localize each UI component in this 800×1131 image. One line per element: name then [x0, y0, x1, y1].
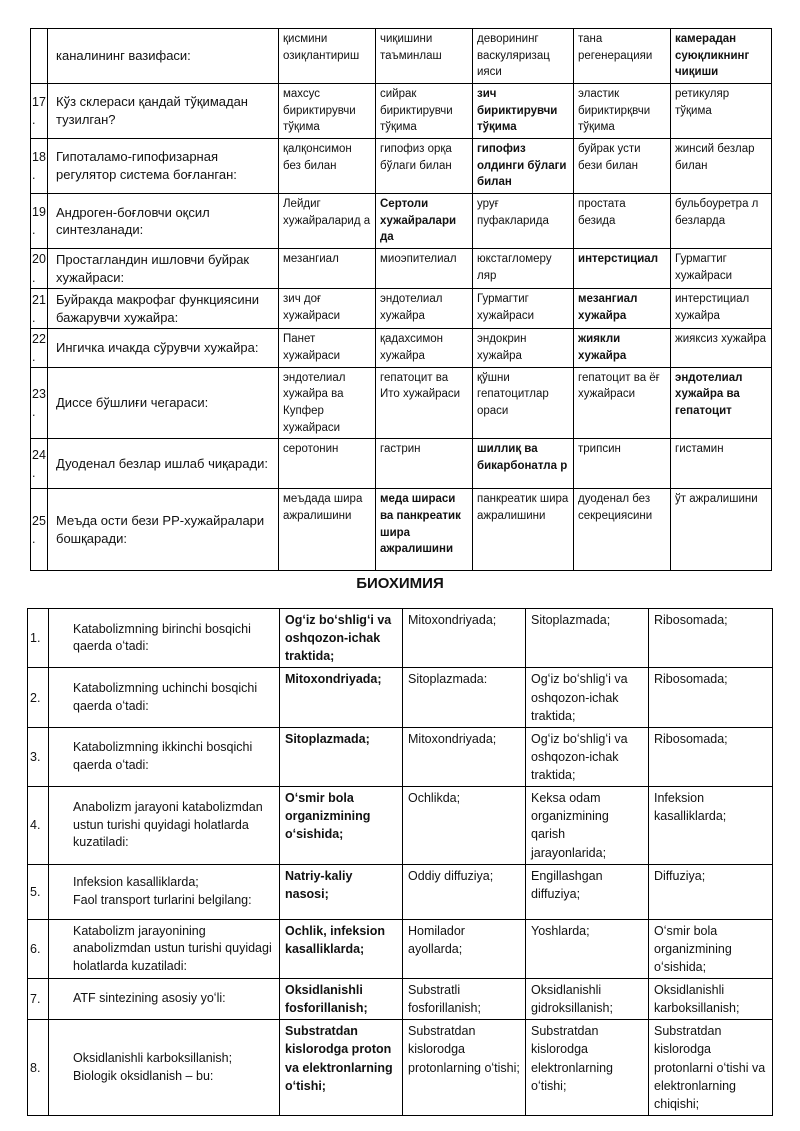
question-text: Простагландин ишловчи буйрак хужайраси:	[48, 249, 279, 289]
histology-row	[31, 439, 772, 489]
answer-option: Keksa odam organizmining qarish jarayonlarida;	[526, 787, 649, 865]
answer-option: юкстагломеру ляр	[473, 249, 574, 289]
question-number: 1.	[28, 609, 49, 668]
answer-option: миоэпителиал	[376, 249, 473, 289]
answer-option: жинсий безлар билан	[671, 139, 772, 194]
answer-option: тана регенерацияи	[574, 29, 671, 84]
histology-row	[31, 194, 772, 249]
answer-option: Ogʻiz boʻshligʻi va oshqozon-ichak traktida;	[526, 727, 649, 786]
answer-option-correct: Сертоли хужайралари да	[376, 194, 473, 249]
answer-option: жияксиз хужайра	[671, 329, 772, 367]
question-text: Oksidlanishli karboksillanish; Biologik oksidlanish – bu:	[49, 1020, 280, 1116]
answer-option: меъдада шира ажралишини	[279, 489, 376, 571]
answer-option-correct: Substratdan kislorodga proton va elektronlarning oʻtishi;	[280, 1020, 403, 1116]
answer-option: Sitoplazmada;	[526, 609, 649, 668]
question-number: 19.	[31, 194, 48, 249]
question-number	[31, 29, 48, 84]
biochemistry-row	[28, 787, 773, 865]
histology-row	[31, 367, 772, 439]
answer-option-correct: меда шираси ва панкреатик шира ажралишини	[376, 489, 473, 571]
question-number: 7.	[28, 979, 49, 1020]
question-number: 18.	[31, 139, 48, 194]
question-text: Infeksion kasalliklarda; Faol transport turlarini belgilang:	[49, 864, 280, 919]
answer-option-correct: камерадан суюқликнинг чиқиши	[671, 29, 772, 84]
question-number: 23.	[31, 367, 48, 439]
answer-option: Diffuziya;	[649, 864, 773, 919]
answer-option: панкреатик шира ажралишини	[473, 489, 574, 571]
answer-option: Oʻsmir bola organizmining oʻsishida;	[649, 919, 773, 978]
answer-option: гистамин	[671, 439, 772, 489]
answer-option: Ogʻiz boʻshligʻi va oshqozon-ichak traktida;	[526, 668, 649, 727]
answer-option: ўт ажралишини	[671, 489, 772, 571]
answer-option: зич доғ хужайраси	[279, 289, 376, 329]
histology-row	[31, 139, 772, 194]
question-text: Диссе бўшлиғи чегараси:	[48, 367, 279, 439]
answer-option: Yoshlarda;	[526, 919, 649, 978]
answer-option-correct: зич бириктирувчи тўқима	[473, 84, 574, 139]
biochemistry-row	[28, 668, 773, 727]
question-number: 4.	[28, 787, 49, 865]
question-text: Anabolizm jarayoni katabolizmdan ustun turishi quyidagi holatlarda kuzatiladi:	[49, 787, 280, 865]
question-text: ATF sintezining asosiy yoʻli:	[49, 979, 280, 1020]
answer-option-correct: Ochlik, infeksion kasalliklarda;	[280, 919, 403, 978]
answer-option: Панет хужайраси	[279, 329, 376, 367]
answer-option: чиқишини таъминлаш	[376, 29, 473, 84]
question-text: Меъда ости бези РР-хужайралари бошқаради:	[48, 489, 279, 571]
answer-option: сийрак бириктирувчи тўқима	[376, 84, 473, 139]
question-text: Кўз склераси қандай тўқимадан тузилган?	[48, 84, 279, 139]
answer-option-correct: Ogʻiz boʻshligʻi va oshqozon-ichak traktida;	[280, 609, 403, 668]
biochemistry-row	[28, 979, 773, 1020]
answer-option-correct: мезангиал хужайра	[574, 289, 671, 329]
answer-option: бульбоуретра л безларда	[671, 194, 772, 249]
answer-option: гепатоцит ва ёғ хужайраси	[574, 367, 671, 439]
answer-option: Substratdan kislorodga elektronlarning oʻtishi;	[526, 1020, 649, 1116]
answer-option: интерстициал хужайра	[671, 289, 772, 329]
biochemistry-row	[28, 727, 773, 786]
answer-option: қадахсимон хужайра	[376, 329, 473, 367]
question-text: Ингичка ичакда сўрувчи хужайра:	[48, 329, 279, 367]
answer-option: эндокрин хужайра	[473, 329, 574, 367]
question-number: 21.	[31, 289, 48, 329]
answer-option: деворининг васкуляризац ияси	[473, 29, 574, 84]
histology-row	[31, 489, 772, 571]
answer-option: гепатоцит ва Ито хужайраси	[376, 367, 473, 439]
answer-option-correct: Sitoplazmada;	[280, 727, 403, 786]
answer-option: буйрак усти бези билан	[574, 139, 671, 194]
answer-option: қисмини озиқлантириш	[279, 29, 376, 84]
histology-row	[31, 289, 772, 329]
question-text: Андроген-боғловчи оқсил синтезланади:	[48, 194, 279, 249]
answer-option-correct: Oʻsmir bola organizmining oʻsishida;	[280, 787, 403, 865]
question-number: 3.	[28, 727, 49, 786]
question-number: 25.	[31, 489, 48, 571]
question-text: каналининг вазифаси:	[48, 29, 279, 84]
answer-option: Mitoxondriyada;	[403, 609, 526, 668]
answer-option: Substratdan kislorodga protonlarni oʻtishi va elektronlarning chiqishi;	[649, 1020, 773, 1116]
question-number: 22.	[31, 329, 48, 367]
answer-option: эндотелиал хужайра	[376, 289, 473, 329]
answer-option: гастрин	[376, 439, 473, 489]
histology-row	[31, 29, 772, 84]
histology-row	[31, 329, 772, 367]
answer-option: гипофиз орқа бўлаги билан	[376, 139, 473, 194]
answer-option-correct: Oksidlanishli fosforillanish;	[280, 979, 403, 1020]
question-text: Katabolizmning birinchi bosqichi qaerda oʻtadi:	[49, 609, 280, 668]
answer-option: Substratdan kislorodga protonlarning oʻtishi;	[403, 1020, 526, 1116]
answer-option: Mitoxondriyada;	[403, 727, 526, 786]
answer-option: эндотелиал хужайра ва Купфер хужайраси	[279, 367, 376, 439]
question-number: 8.	[28, 1020, 49, 1116]
section-title: БИОХИМИЯ	[356, 575, 444, 592]
answer-option: Infeksion kasalliklarda;	[649, 787, 773, 865]
answer-option: Ochlikda;	[403, 787, 526, 865]
question-text: Katabolizmning uchinchi bosqichi qaerda oʻtadi:	[49, 668, 280, 727]
answer-option: Oksidlanishli gidroksillanish;	[526, 979, 649, 1020]
biochemistry-table	[27, 608, 773, 1116]
answer-option: Oddiy diffuziya;	[403, 864, 526, 919]
answer-option-correct: Mitoxondriyada;	[280, 668, 403, 727]
answer-option-correct: гипофиз олдинги бўлаги билан	[473, 139, 574, 194]
answer-option: Гурмагтиг хужайраси	[473, 289, 574, 329]
answer-option: серотонин	[279, 439, 376, 489]
answer-option-correct: шиллиқ ва бикарбонатла р	[473, 439, 574, 489]
answer-option: махсус бириктирувчи тўқима	[279, 84, 376, 139]
answer-option: ретикуляр тўқима	[671, 84, 772, 139]
answer-option: Гурмагтиг хужайраси	[671, 249, 772, 289]
answer-option: қўшни гепатоцитлар ораси	[473, 367, 574, 439]
answer-option: Substratli fosforillanish;	[403, 979, 526, 1020]
question-number: 2.	[28, 668, 49, 727]
histology-row	[31, 84, 772, 139]
answer-option-correct: эндотелиал хужайра ва гепатоцит	[671, 367, 772, 439]
answer-option: уруғ пуфакларида	[473, 194, 574, 249]
biochemistry-row	[28, 1020, 773, 1116]
answer-option: простата безида	[574, 194, 671, 249]
answer-option: мезангиал	[279, 249, 376, 289]
question-text: Katabolizm jarayonining anabolizmdan ustun turishi quyidagi holatlarda kuzatiladi:	[49, 919, 280, 978]
answer-option-correct: жиякли хужайра	[574, 329, 671, 367]
question-number: 20.	[31, 249, 48, 289]
histology-table	[30, 28, 772, 571]
question-number: 6.	[28, 919, 49, 978]
biochemistry-row	[28, 864, 773, 919]
question-text: Гипоталамо-гипофизарная регулятор система боғланган:	[48, 139, 279, 194]
answer-option: Лейдиг хужайраларид а	[279, 194, 376, 249]
answer-option: Oksidlanishli karboksillanish;	[649, 979, 773, 1020]
question-number: 17.	[31, 84, 48, 139]
question-text: Katabolizmning ikkinchi bosqichi qaerda oʻtadi:	[49, 727, 280, 786]
answer-option: эластик бириктирқвчи тўқима	[574, 84, 671, 139]
answer-option-correct: интерстициал	[574, 249, 671, 289]
question-text: Буйракда макрофаг функциясини бажарувчи хужайра:	[48, 289, 279, 329]
biochemistry-row	[28, 919, 773, 978]
answer-option: Ribosomada;	[649, 727, 773, 786]
answer-option: Ribosomada;	[649, 668, 773, 727]
histology-row	[31, 249, 772, 289]
question-text: Дуоденал безлар ишлаб чиқаради:	[48, 439, 279, 489]
question-number: 24.	[31, 439, 48, 489]
answer-option: қалқонсимон без билан	[279, 139, 376, 194]
answer-option: Sitoplazmada:	[403, 668, 526, 727]
answer-option: Homilador ayollarda;	[403, 919, 526, 978]
answer-option: Engillashgan diffuziya;	[526, 864, 649, 919]
answer-option: Ribosomada;	[649, 609, 773, 668]
answer-option: дуоденал без секрециясини	[574, 489, 671, 571]
answer-option-correct: Natriy-kaliy nasosi;	[280, 864, 403, 919]
biochemistry-row	[28, 609, 773, 668]
question-number: 5.	[28, 864, 49, 919]
answer-option: трипсин	[574, 439, 671, 489]
